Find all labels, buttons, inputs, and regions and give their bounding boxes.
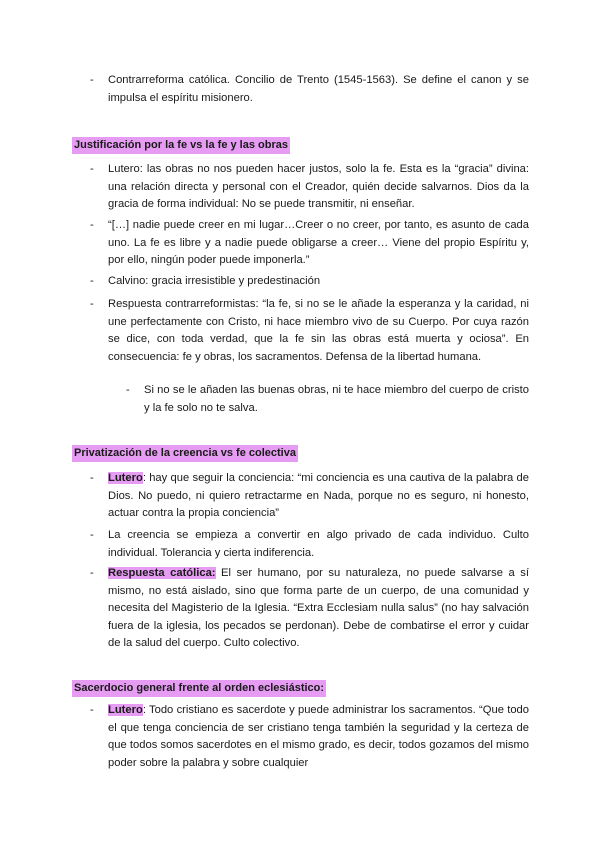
heading-privatizacion: Privatización de la creencia vs fe colectiva bbox=[72, 445, 298, 462]
heading-sacerdocio: Sacerdocio general frente al orden eclesiástico: bbox=[72, 680, 326, 697]
heading-justificacion: Justificación por la fe vs la fe y las obras bbox=[72, 137, 290, 154]
item-calvino: Calvino: gracia irresistible y predestinación bbox=[108, 275, 321, 287]
item-creencia-privado: La creencia se empieza a convertir en algo privado de cada individuo. Culto individual. Tolerancia y cierta indiferencia. bbox=[108, 529, 529, 559]
bullet-dash: - bbox=[90, 74, 94, 86]
item-nadie-puede: “[…] nadie puede creer en mi lugar…Creer o no creer, por tanto, es asunto de cada uno. La fe es libre y a nadie puede obligarse a creer… Viene del propio Espíritu y, por ello, ningún poder puede imponerla.” bbox=[108, 219, 529, 266]
bullet-dash: - bbox=[90, 219, 94, 231]
sub-bullet-dash: - bbox=[126, 384, 130, 396]
item-text: : hay que seguir la conciencia: “mi conciencia es una cautiva de la palabra de Dios. No puedo, ni quiero retractarme en Nada, porque no es seguro, ni honesto, actuar contra la propia conciencia” bbox=[108, 472, 529, 519]
item-text: El ser humano, por su naturaleza, no puede salvarse a sí mismo, no está aislado, sino que forma parte de un cuerpo, de una comunidad y necesita del Magisterio de la Iglesia. “Extra Ecclesiam nulla salus” (no hay salvación fuera de la iglesia, los pecados se perdonan). Debe de combatirse el error y cuidar de la salud del cuerpo. Culto colectivo. bbox=[108, 567, 529, 649]
item-lutero-obras: Lutero: las obras no nos pueden hacer justos, solo la fe. Esta es la “gracia” divina: una relación directa y personal con el Creador, quién decide salvarnos. Dios da la gracia de forma individual: No se puede transmitir, ni enseñar. bbox=[108, 163, 529, 210]
highlight-lutero: Lutero bbox=[108, 704, 143, 716]
item-sub-buenas-obras: Si no se le añaden las buenas obras, ni te hace miembro del cuerpo de cristo y la fe solo no te salva. bbox=[144, 384, 529, 414]
highlight-respuesta-catolica: Respuesta católica: bbox=[108, 567, 216, 579]
bullet-dash: - bbox=[90, 298, 94, 310]
bullet-dash: - bbox=[90, 275, 94, 287]
item-respuesta-catolica bbox=[108, 565, 529, 653]
item-lutero-conciencia bbox=[108, 470, 529, 523]
item-lutero-sacerdote bbox=[108, 702, 529, 772]
bullet-dash: - bbox=[90, 567, 94, 579]
highlight-lutero: Lutero bbox=[108, 472, 143, 484]
bullet-dash: - bbox=[90, 529, 94, 541]
item-contrarreforma: Contrarreforma católica. Concilio de Trento (1545-1563). Se define el canon y se impulsa el espíritu misionero. bbox=[108, 74, 529, 104]
item-respuesta-contrarreformistas: Respuesta contrarreformistas: “la fe, si no se le añade la esperanza y la caridad, ni une perfectamente con Cristo, ni hace miembro vivo de su Cuerpo. Por cuya razón se dice, con toda verdad, que la fe sin las obras está muerta y ociosa”. En consecuencia: fe y obras, los sacramentos. Defensa de la libertad humana. bbox=[108, 298, 529, 363]
bullet-dash: - bbox=[90, 163, 94, 175]
item-text: : Todo cristiano es sacerdote y puede administrar los sacramentos. “Que todo el que tenga conciencia de ser cristiano tenga también la seguridad y la certeza de que todos somos sacerdotes en el mismo grado, es decir, todos gozamos del mismo poder sobre la palabra y sobre cualquier bbox=[108, 704, 529, 769]
bullet-dash: - bbox=[90, 704, 94, 716]
bullet-dash: - bbox=[90, 472, 94, 484]
